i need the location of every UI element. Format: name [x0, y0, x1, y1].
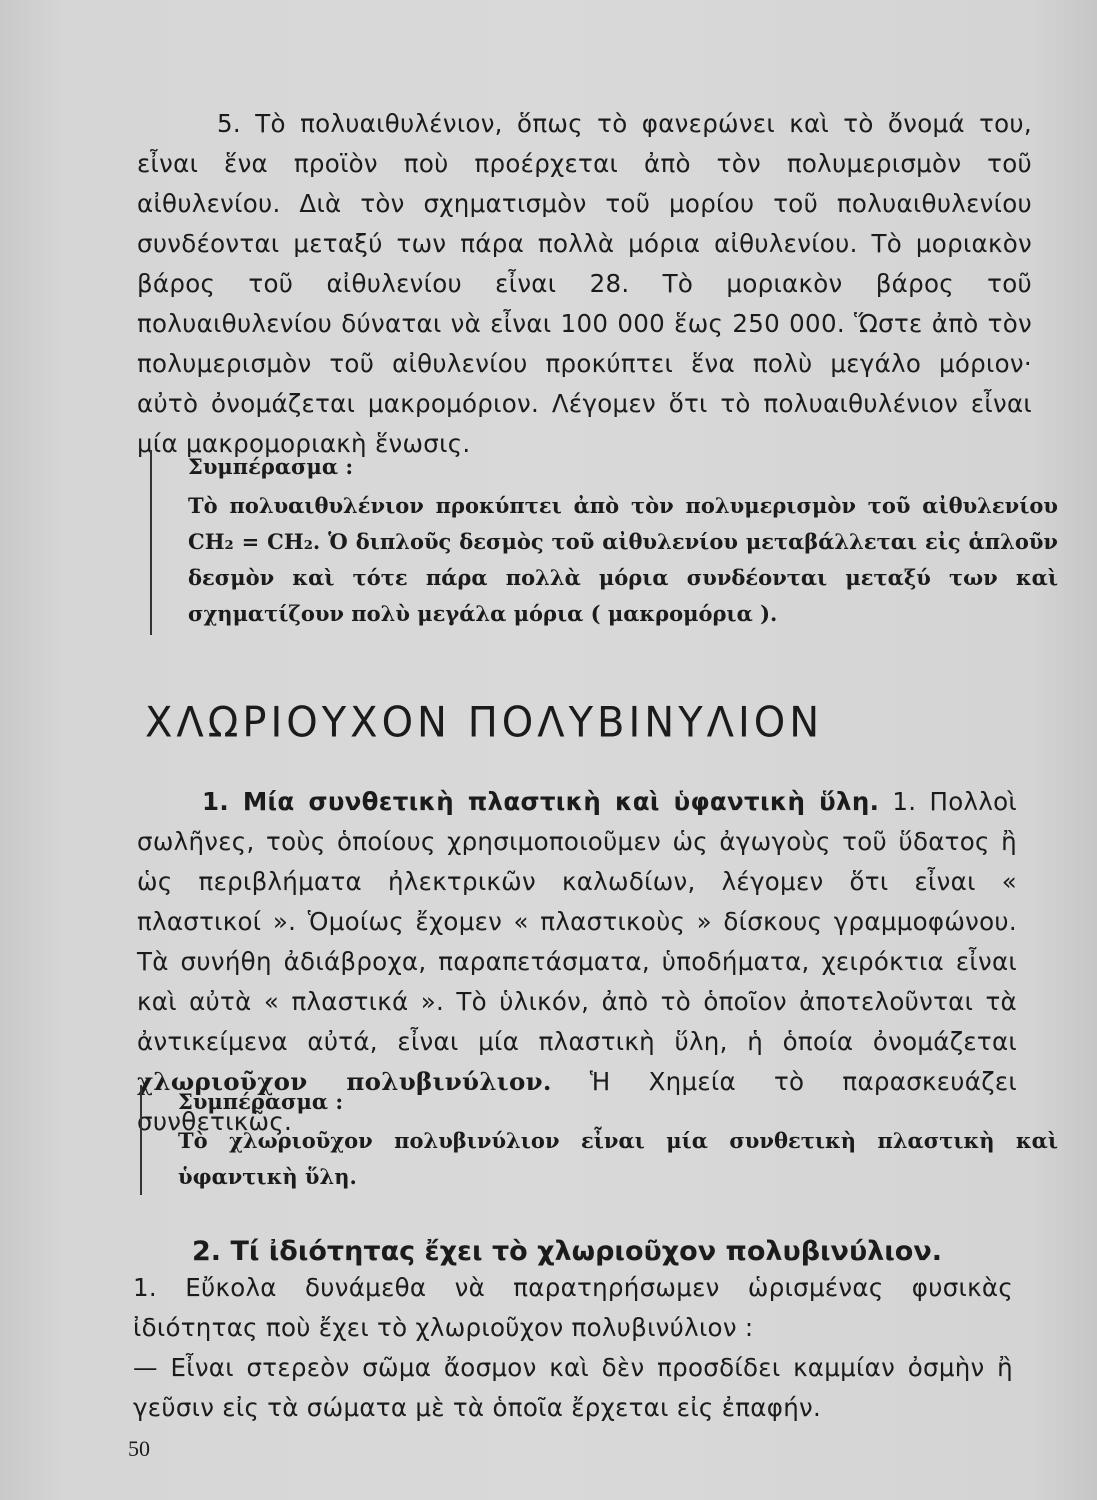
subsection-2-line-1: 1. Εὔκολα δυνάμεθα νὰ παρατηρήσωμεν ὡρισμένας φυσικὰς ἰδιότητας ποὺ ἔχει τὸ χλωριοῦχον πολυβινύλιον : [133, 1273, 1013, 1342]
subsection-2-title: 2. Τί ἰδιότητας ἔχει τὸ χλωριοῦχον πολυβινύλιον. [192, 1236, 942, 1267]
conclusion-box-polyethylene [150, 450, 1058, 635]
subsection-1-title: 1. Μία συνθετικὴ πλαστικὴ καὶ ὑφαντικὴ ὕλη. [202, 787, 880, 816]
conclusion-heading: Συμπέρασμα : [178, 1089, 344, 1114]
subsection-1-text-a: 1. Πολλοὶ σωλῆνες, τοὺς ὁποίους χρησιμοποιοῦμεν ὡς ἀγωγοὺς τοῦ ὕδατος ἢ ὡς περιβλήματα ἠλεκτρικῶν καλωδίων, λέγομεν ὅτι εἶναι « πλαστικοί ». Ὁμοίως ἔχομεν « πλαστικοὺς » δίσκους γραμμοφώνου. Τὰ συνήθη ἀδιάβροχα, παραπετάσματα, ὑποδήματα, χειρόκτια εἶναι καὶ αὐτὰ « πλαστικά ». Τὸ ὑλικόν, ἀπὸ τὸ ὁποῖον ἀποτελοῦνται τὰ ἀντικείμενα αὐτά, εἶναι μία πλαστικὴ ὕλη, ἡ ὁποία ὀνομάζεται [137, 787, 1017, 1056]
conclusion-text: Τὸ χλωριοῦχον πολυβινύλιον εἶναι μία συνθετικὴ πλαστικὴ καὶ ὑφαντικὴ ὕλη. [178, 1128, 1058, 1189]
subsection-2-body [133, 1268, 1013, 1428]
page-number: 50 [128, 1436, 150, 1461]
subsection-1-text-b: Ἡ Χημεία τὸ παρασκευάζει συνθετικῶς. [137, 1067, 1017, 1136]
conclusion-box-pvc [140, 1085, 1058, 1195]
conclusion-text: Τὸ πολυαιθυλένιον προκύπτει ἀπὸ τὸν πολυμερισμὸν τοῦ αἰθυλενίου CH₂ = CH₂. Ὁ διπλοῦς δεσμὸς τοῦ αἰθυλενίου μεταβάλλεται εἰς ἁπλοῦν δεσμὸν καὶ τότε πάρα πολλὰ μόρια συνδέονται μεταξύ των καὶ σχηματίζουν πολὺ μεγάλα μόρια ( μακρομόρια ). [188, 493, 1058, 626]
conclusion-heading: Συμπέρασμα : [188, 454, 354, 479]
section-title: ΧΛΩΡΙΟΥΧΟΝ ΠΟΛΥΒΙΝΥΛΙΟΝ [145, 698, 824, 748]
subsection-2-line-2: — Εἶναι στερεὸν σῶμα ἄοσμον καὶ δὲν προσδίδει καμμίαν ὀσμὴν ἢ γεῦσιν εἰς τὰ σώματα μὲ τὰ ὁποῖα ἔρχεται εἰς ἐπαφήν. [133, 1353, 1013, 1422]
paragraph-5: 5. Τὸ πολυαιθυλένιον, ὅπως τὸ φανερώνει καὶ τὸ ὄνομά του, εἶναι ἕνα προϊὸν ποὺ προέρχεται ἀπὸ τὸν πολυμερισμὸν τοῦ αἰθυλενίου. Διὰ τὸν σχηματισμὸν τοῦ μορίου τοῦ πολυαιθυλενίου συνδέονται μεταξύ των πάρα πολλὰ μόρια αἰθυλενίου. Τὸ μοριακὸν βάρος τοῦ αἰθυλενίου εἶναι 28. Τὸ μοριακὸν βάρος τοῦ πολυαιθυλενίου δύναται νὰ εἶναι 100 000 ἕως 250 000. Ὥστε ἀπὸ τὸν πολυμερισμὸν τοῦ αἰθυλενίου προκύπτει ἕνα πολὺ μεγάλο μόριον· αὐτὸ ὀνομάζεται μακρομόριον. Λέγομεν ὅτι τὸ πολυαιθυλένιον εἶναι μία μακρομοριακὴ ἕνωσις. [137, 109, 1032, 458]
subsection-1-term: χλωριοῦχον πολυβινύλιον. [137, 1067, 552, 1096]
